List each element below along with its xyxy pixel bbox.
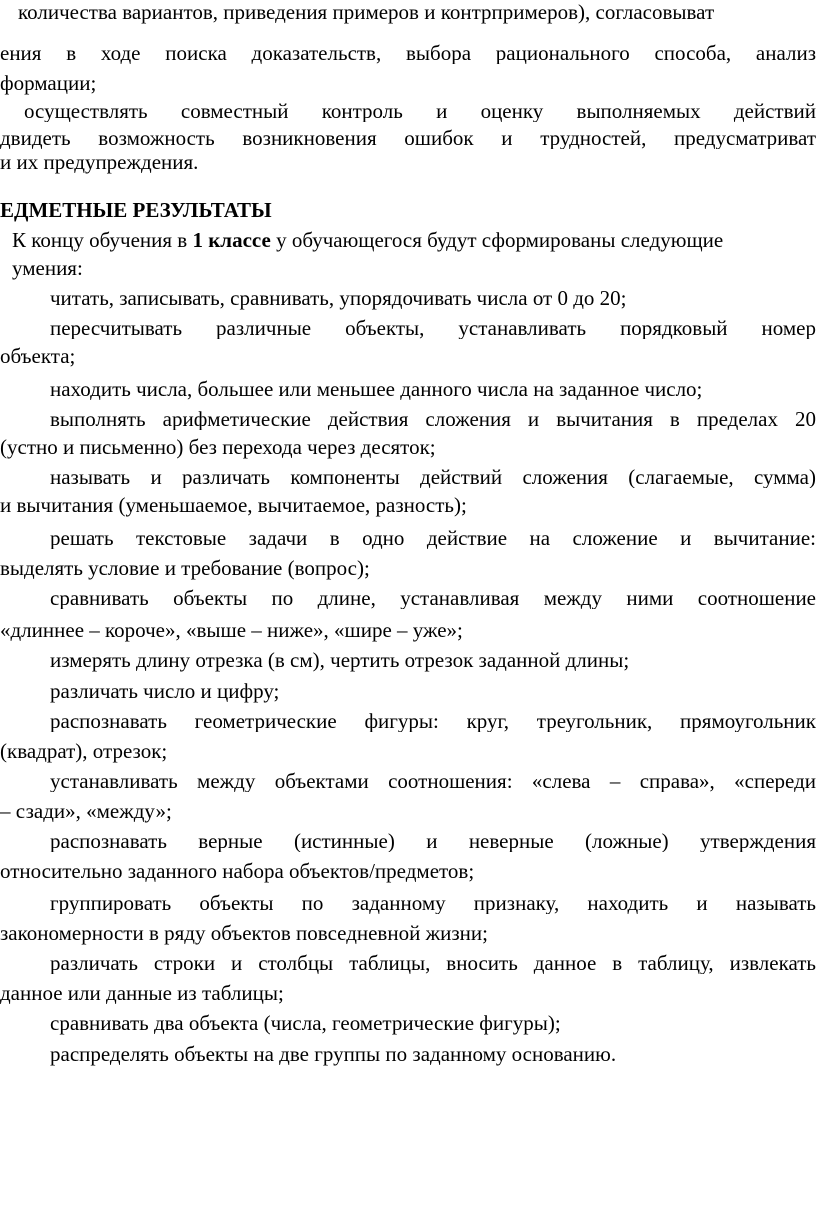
list-item-continuation: и вычитания (уменьшаемое, вычитаемое, разность); xyxy=(0,493,467,517)
grade-emphasis: 1 классе xyxy=(192,228,271,252)
list-item: выполнять арифметические действия сложения и вычитания в пределах 20 xyxy=(50,409,816,430)
list-item: измерять длину отрезка (в см), чертить отрезок заданной длины; xyxy=(50,648,630,672)
list-item: распределять объекты на две группы по заданному основанию. xyxy=(50,1042,617,1066)
list-item: различать строки и столбцы таблицы, вносить данное в таблицу, извлекать xyxy=(50,953,816,974)
list-item-continuation: объекта; xyxy=(0,344,76,368)
intro-line-6: и их предупреждения. xyxy=(0,150,199,174)
list-item-continuation: относительно заданного набора объектов/предметов; xyxy=(0,859,475,883)
section-heading: ЕДМЕТНЫЕ РЕЗУЛЬТАТЫ xyxy=(0,198,272,222)
list-item: устанавливать между объектами соотношения: «слева – справа», «спереди xyxy=(50,771,816,792)
list-item-continuation: данное или данные из таблицы; xyxy=(0,981,284,1005)
intro-line-1: количества вариантов, приведения примеров и контрпримеров), согласовыват xyxy=(18,0,715,24)
list-item: различать число и цифру; xyxy=(50,679,280,703)
list-item: распознавать верные (истинные) и неверные (ложные) утверждения xyxy=(50,831,816,852)
list-item-continuation: «длиннее – короче», «выше – ниже», «шире – уже»; xyxy=(0,618,463,642)
list-item: сравнивать объекты по длине, устанавливая между ними соотношение xyxy=(50,588,816,609)
list-item: решать текстовые задачи в одно действие на сложение и вычитание: xyxy=(50,528,816,549)
section-lead: К концу обучения в 1 классе у обучающегося будут сформированы следующие xyxy=(12,228,724,252)
list-item-continuation: (устно и письменно) без перехода через десяток; xyxy=(0,435,436,459)
list-item: читать, записывать, сравнивать, упорядочивать числа от 0 до 20; xyxy=(50,286,627,310)
list-item-continuation: закономерности в ряду объектов повседневной жизни; xyxy=(0,921,488,945)
section-lead-line-2: умения: xyxy=(12,256,83,280)
intro-line-2: ения в ходе поиска доказательств, выбора рационального способа, анализ xyxy=(0,43,816,64)
list-item: находить числа, большее или меньшее данного числа на заданное число; xyxy=(50,377,703,401)
list-item-continuation: выделять условие и требование (вопрос); xyxy=(0,556,370,580)
list-item: распознавать геометрические фигуры: круг, треугольник, прямоугольник xyxy=(50,711,816,732)
list-item: называть и различать компоненты действий сложения (слагаемые, сумма) xyxy=(50,467,816,488)
list-item: пересчитывать различные объекты, устанавливать порядковый номер xyxy=(50,318,816,339)
list-item-continuation: (квадрат), отрезок; xyxy=(0,739,168,763)
list-item: группировать объекты по заданному признаку, находить и называть xyxy=(50,893,816,914)
list-item-continuation: – сзади», «между»; xyxy=(0,799,172,823)
list-item: сравнивать два объекта (числа, геометрические фигуры); xyxy=(50,1011,561,1035)
intro-line-4: осуществлять совместный контроль и оценку выполняемых действий xyxy=(24,101,816,122)
intro-line-5: двидеть возможность возникновения ошибок и трудностей, предусматриват xyxy=(0,128,816,149)
intro-line-3: формации; xyxy=(0,71,97,95)
